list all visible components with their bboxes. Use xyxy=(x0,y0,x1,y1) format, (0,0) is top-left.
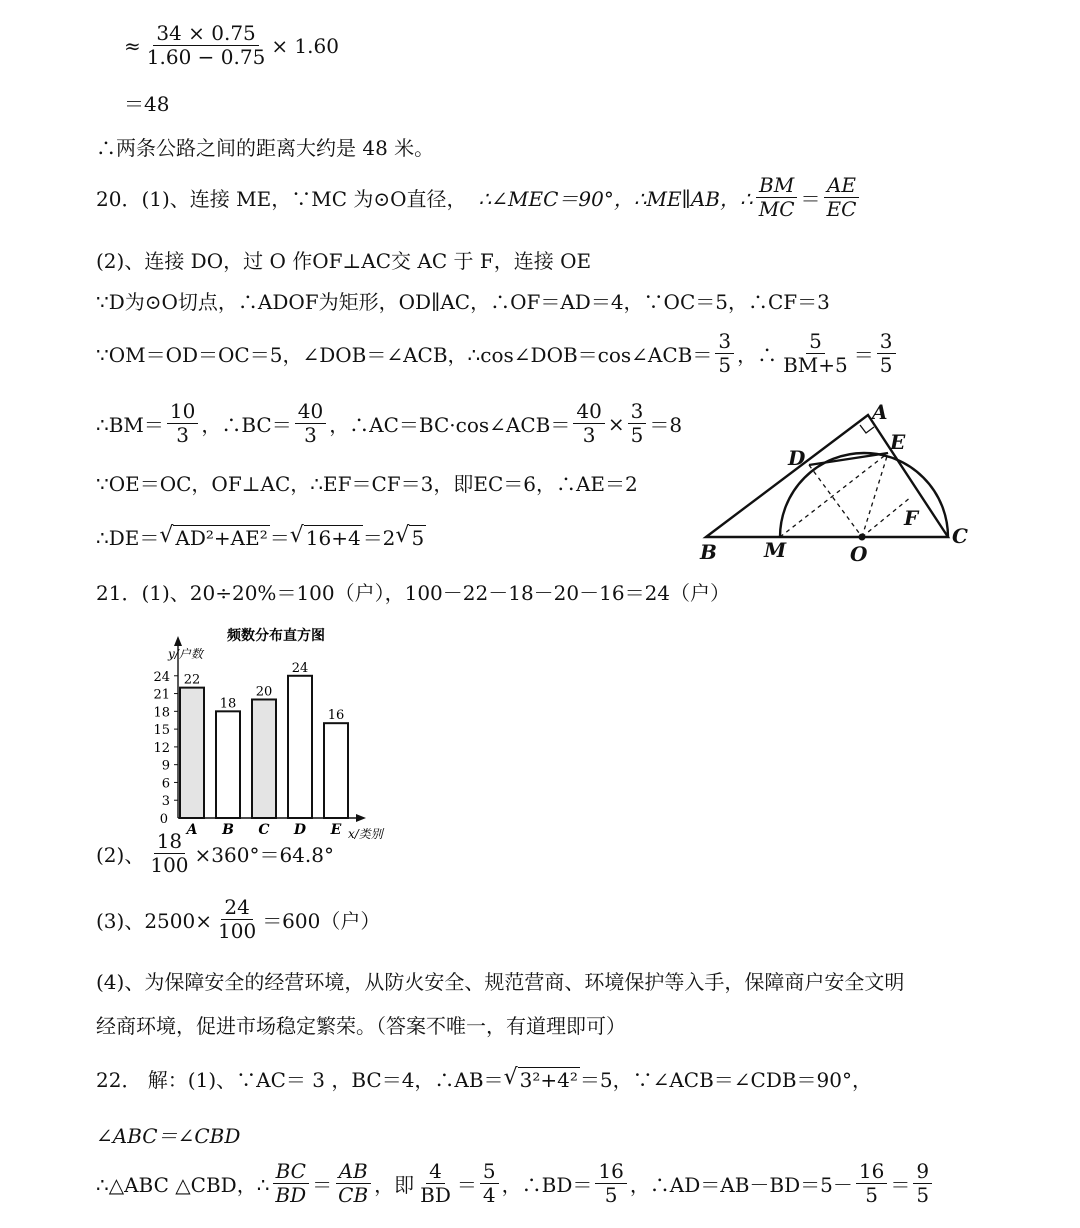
text: ∴BM＝ xyxy=(96,413,164,437)
fraction-ab-cb xyxy=(335,1160,371,1207)
equals: ＝ xyxy=(456,1173,477,1197)
x-category-label: C xyxy=(258,822,270,838)
y-axis-arrow xyxy=(174,636,182,646)
label-b: B xyxy=(700,540,717,564)
y-tick-label: 6 xyxy=(161,776,170,792)
sqrt-16-4: √ 16+4 xyxy=(289,523,361,550)
q22-line1 xyxy=(96,1064,872,1093)
numerator: AB xyxy=(336,1160,371,1184)
text: ＝600（户） xyxy=(262,909,381,933)
radicand: 5 xyxy=(411,526,425,550)
fraction-16-5 xyxy=(595,1160,626,1207)
calc-approx-line xyxy=(124,22,339,69)
equals: ＝ xyxy=(312,1173,333,1197)
text: ×360°＝64.8° xyxy=(194,843,334,867)
chart-x-axis-label: x/类别 xyxy=(348,827,383,841)
frequency-histogram xyxy=(130,620,400,852)
segment-do xyxy=(809,465,862,537)
fraction-bc-bd xyxy=(272,1160,309,1207)
histogram-bar xyxy=(216,711,240,818)
histogram-bar xyxy=(180,688,204,818)
label-e: E xyxy=(890,430,906,454)
numerator: 16 xyxy=(595,1160,626,1184)
equals: ＝ xyxy=(890,1173,911,1197)
q22-line2: ∠ABC＝∠CBD xyxy=(96,1124,241,1148)
denominator: 5 xyxy=(865,1183,878,1207)
numerator: 5 xyxy=(480,1160,499,1184)
q21-part1: 21．(1)、20÷20%＝100（户），100－22－18－20－16＝24（户） xyxy=(96,581,731,605)
denominator: MC xyxy=(758,197,795,221)
ratio-ae-ec xyxy=(824,174,860,221)
denominator: 100 xyxy=(150,853,189,877)
denominator: 100 xyxy=(218,919,257,943)
denominator: 5 xyxy=(604,1183,618,1207)
multiplier: × 1.60 xyxy=(271,33,339,58)
bar-value-label: 16 xyxy=(327,708,345,724)
text: ＝2 xyxy=(362,526,396,550)
denominator: BD xyxy=(275,1183,307,1207)
q20-line6: ∵OE＝OC，OF⊥AC，∴EF＝CF＝3，即EC＝6，∴AE＝2 xyxy=(96,472,638,496)
denominator: 5 xyxy=(630,423,644,447)
denominator: 3 xyxy=(304,423,317,447)
q20-line4 xyxy=(96,330,899,377)
radicand: 16+4 xyxy=(305,526,361,550)
x-axis-arrow xyxy=(356,814,366,822)
q20-line5 xyxy=(96,400,682,447)
equals: ＝ xyxy=(853,343,874,367)
numerator: 24 xyxy=(221,896,252,920)
chart-title: 频数分布直方图 xyxy=(227,628,325,644)
fraction-3-5 xyxy=(715,330,734,377)
fraction-4-bd xyxy=(417,1160,454,1207)
chart-y-axis-label: y/户数 xyxy=(168,647,203,661)
fraction-18-100 xyxy=(147,830,191,877)
conclusion-19: ∴两条公路之间的距离大约是 48 米。 xyxy=(96,136,435,160)
sqrt-5: √ 5 xyxy=(395,523,425,550)
numerator: 5 xyxy=(806,330,825,354)
denominator: BM+5 xyxy=(783,353,848,377)
text: ∴DE＝ xyxy=(96,526,160,550)
histogram-bar xyxy=(324,723,348,818)
q20-line7 xyxy=(96,522,426,551)
label-f: F xyxy=(904,506,919,530)
denominator: EC xyxy=(826,197,857,221)
right-angle-mark xyxy=(860,425,874,433)
q20-part2: (2)、连接 DO，过 O 作OF⊥AC交 AC 于 F，连接 OE xyxy=(96,249,592,273)
times: × xyxy=(607,411,625,436)
q20-part1-text-b: ∴∠MEC＝90°，∴ME∥AB，∴ xyxy=(478,187,753,211)
sqrt-ad2-ae2: √ AD²+AE² xyxy=(159,523,268,550)
numerator: 3 xyxy=(715,330,734,354)
numerator: 9 xyxy=(913,1160,932,1184)
numerator: 18 xyxy=(154,830,185,854)
fraction-denominator: 1.60 − 0.75 xyxy=(146,45,266,69)
x-category-label: A xyxy=(186,822,198,838)
calc-result-line: ＝48 xyxy=(124,92,170,116)
text: ，∴AC＝BC·cos∠ACB＝ xyxy=(329,413,571,437)
text: (2)、 xyxy=(96,843,145,867)
denominator: CB xyxy=(338,1183,369,1207)
geometry-figure xyxy=(690,395,980,570)
y-tick-label: 0 xyxy=(159,812,168,827)
numerator: 16 xyxy=(856,1160,887,1184)
text: ，∴AD＝AB－BD＝5－ xyxy=(629,1173,853,1197)
fraction-numerator: 34 × 0.75 xyxy=(153,22,258,46)
label-o: O xyxy=(850,542,868,566)
equals: ＝ xyxy=(800,187,821,211)
denominator: 5 xyxy=(718,353,732,377)
radicand: 3²+4² xyxy=(519,1068,578,1092)
fraction-3-5b xyxy=(877,330,896,377)
x-category-label: B xyxy=(222,822,234,838)
label-m: M xyxy=(764,538,787,562)
text: ，即 xyxy=(374,1173,415,1197)
y-tick-label: 12 xyxy=(153,740,170,756)
sqrt-3-4: √ 3²+4² xyxy=(503,1065,578,1092)
label-a: A xyxy=(872,400,888,424)
label-c: C xyxy=(952,524,968,548)
fraction-16-5b xyxy=(856,1160,887,1207)
fraction-10-3 xyxy=(167,400,198,447)
text: ，∴BD＝ xyxy=(501,1173,593,1197)
q21-part4: (4)、为保障安全的经营环境，从防火安全、规范营商、环境保护等入手，保障商户安全文明 xyxy=(96,970,905,994)
approx-symbol: ≈ xyxy=(124,33,141,58)
text: ＝8 xyxy=(649,413,683,437)
x-category-label: E xyxy=(330,822,342,838)
denominator: BD xyxy=(420,1183,451,1207)
denominator: 3 xyxy=(582,423,596,447)
q21-part2 xyxy=(96,830,334,877)
point-o xyxy=(859,534,866,541)
fraction-40-3b xyxy=(573,400,604,447)
bar-value-label: 20 xyxy=(255,684,273,700)
q21-part3 xyxy=(96,896,380,943)
y-tick-label: 18 xyxy=(153,705,170,721)
numerator: 3 xyxy=(877,330,896,354)
histogram-bar xyxy=(288,676,312,818)
q20-line3: ∵D为⊙O切点，∴ADOF为矩形，OD∥AC，∴OF＝AD＝4，∵OC＝5，∴CF＝3 xyxy=(96,290,830,314)
y-tick-label: 15 xyxy=(153,723,170,739)
q21-part4-cont: 经商环境，促进市场稳定繁荣。（答案不唯一，有道理即可） xyxy=(96,1014,626,1038)
numerator: 3 xyxy=(628,400,647,424)
denominator: 5 xyxy=(916,1183,930,1207)
fraction-5-4 xyxy=(480,1160,499,1207)
numerator: 4 xyxy=(426,1160,445,1184)
ratio-bm-mc xyxy=(756,174,798,221)
bar-value-label: 22 xyxy=(183,672,201,688)
text: ∴△ABC △CBD，∴ xyxy=(96,1173,270,1197)
text: 22． 解：(1)、∵AC＝ 3 ，BC＝4，∴AB＝ xyxy=(96,1068,504,1092)
text: ＝5，∵∠ACB＝∠CDB＝90°， xyxy=(579,1068,873,1092)
q20-line4-text: ∵OM＝OD＝OC＝5，∠DOB＝∠ACB，∴cos∠DOB＝cos∠ACB＝ xyxy=(96,343,713,367)
numerator: AE xyxy=(824,174,859,198)
numerator: BM xyxy=(756,174,797,198)
q20-part1 xyxy=(96,174,862,221)
denominator: 3 xyxy=(176,423,189,447)
therefore: ，∴ xyxy=(737,343,778,367)
y-tick-label: 3 xyxy=(161,794,170,810)
q22-line3 xyxy=(96,1160,935,1207)
numerator: 10 xyxy=(167,400,198,424)
denominator: 5 xyxy=(879,353,893,377)
fraction-5-bm5 xyxy=(780,330,851,377)
q20-part1-text-a: 20．(1)、连接 ME，∵MC 为⊙O直径， xyxy=(96,187,467,211)
denominator: 4 xyxy=(482,1183,496,1207)
approx-fraction xyxy=(144,22,269,69)
numerator: 40 xyxy=(573,400,604,424)
x-category-label: D xyxy=(293,822,307,838)
y-tick-label: 9 xyxy=(161,758,170,774)
bar-value-label: 18 xyxy=(219,696,237,712)
text: ，∴BC＝ xyxy=(201,413,292,437)
radicand: AD²+AE² xyxy=(175,526,268,550)
text: (3)、2500× xyxy=(96,909,212,933)
bar-value-label: 24 xyxy=(291,660,309,676)
histogram-bar xyxy=(252,699,276,818)
label-d: D xyxy=(788,446,806,470)
fraction-3-5c xyxy=(628,400,647,447)
y-tick-label: 21 xyxy=(153,687,170,703)
fraction-24-100 xyxy=(215,896,259,943)
numerator: 40 xyxy=(295,400,326,424)
numerator: BC xyxy=(273,1160,309,1184)
fraction-40-3 xyxy=(295,400,326,447)
segment-oe xyxy=(862,453,888,537)
fraction-9-5 xyxy=(913,1160,932,1207)
y-tick-label: 24 xyxy=(153,669,170,685)
equals: ＝ xyxy=(269,526,290,550)
